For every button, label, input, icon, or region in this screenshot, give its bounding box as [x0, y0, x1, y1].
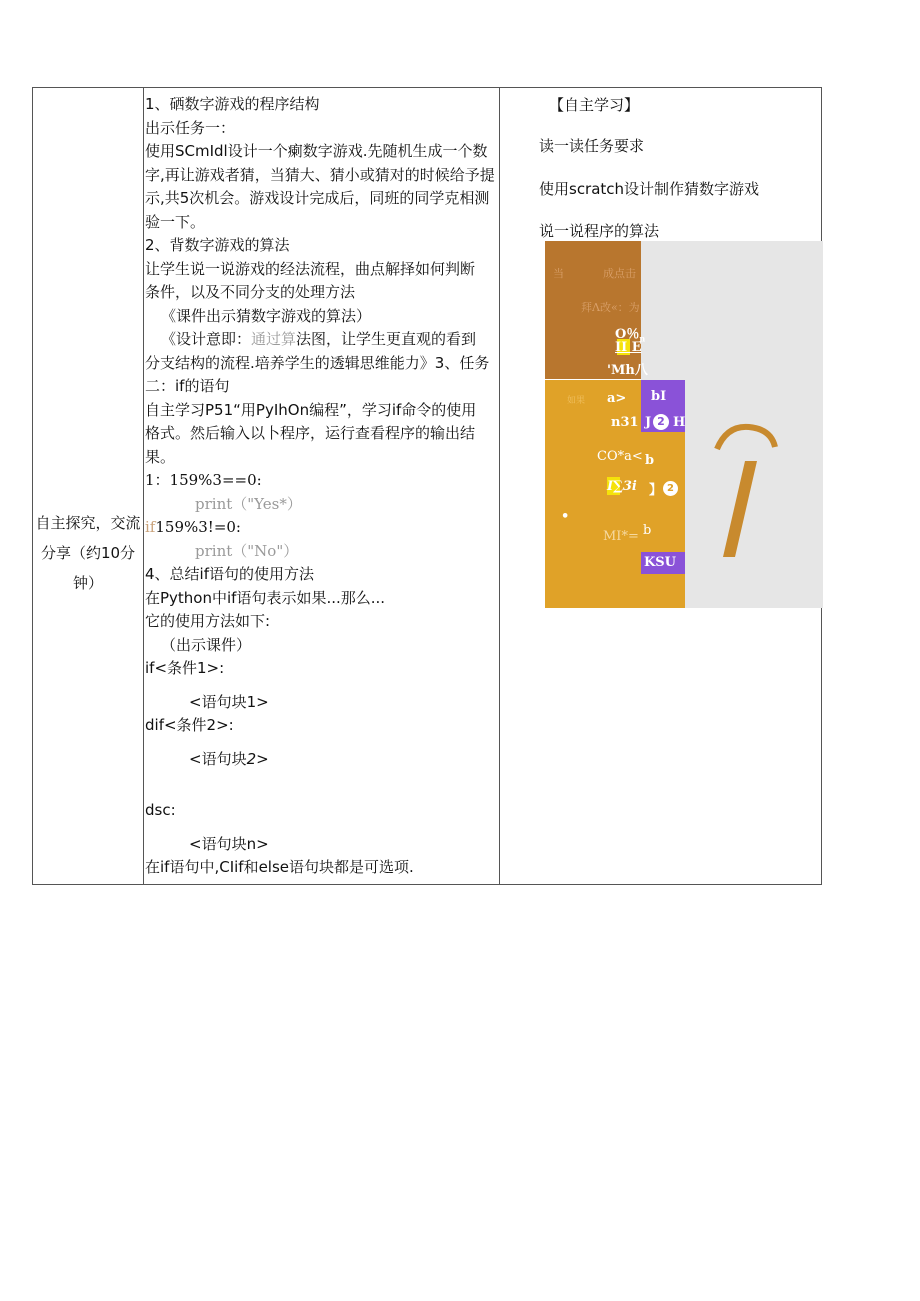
code-prefix: if: [145, 518, 156, 536]
self-study-line: 自主学习P51“用PyIhOn编程”，学习if命令的使用: [145, 400, 477, 419]
activity-label: [33, 508, 143, 598]
syntax-line: <语句块1>: [189, 692, 269, 711]
task1-line: 使用SCmIdl设计一个瘌数字游戏.先随机生成一个数: [145, 142, 488, 160]
scratch-text: II E: [615, 340, 642, 355]
syntax-line: if<条件1>:: [145, 659, 225, 677]
student-step: 说一说程序的算法: [539, 222, 660, 240]
scratch-text: 'Mh八: [607, 363, 648, 378]
scratch-text: a>: [607, 391, 627, 406]
code-line: print（"No"）: [195, 541, 299, 560]
scratch-text: b: [643, 523, 652, 538]
column-divider-1: [143, 88, 144, 884]
syntax-text: <语句块: [189, 749, 247, 768]
syntax-text-italic: 2>: [246, 749, 269, 768]
activity-label-line1: 自主探究，交流: [35, 514, 141, 532]
algorithm-line: 条件，以及不同分支的处理方法: [145, 283, 356, 301]
task2-label: 二：if的语句: [145, 377, 230, 395]
scratch-text: n31: [611, 415, 639, 430]
section-heading-2: 2、背数字游戏的算法: [145, 236, 290, 254]
scratch-text: 成点击: [603, 267, 636, 280]
section-heading-4: 4、总结if语句的使用方法: [145, 565, 314, 583]
closing-note: 在if语句中,CIif和else语句块都是可选项.: [145, 858, 414, 876]
section-heading-1: 1、硒数字游戏的程序结构: [145, 95, 320, 113]
syntax-line: [145, 748, 497, 772]
scratch-text-sub: n: [639, 333, 646, 344]
scratch-text: H: [673, 415, 686, 430]
task1-line: 字,再让游戏者猜，当猜大、猜小或猜对的时候给予提: [145, 165, 495, 184]
teacher-activity-column: [145, 93, 497, 880]
design-intent-line: [145, 328, 497, 352]
scratch-dot: •: [561, 509, 570, 524]
large-i-glyph-icon: [705, 421, 785, 561]
scratch-text: J: [645, 415, 652, 430]
student-step: 读一读任务要求: [539, 137, 645, 155]
usage-intro: 它的使用方法如下:: [145, 612, 271, 630]
scratch-text: 当: [553, 267, 564, 280]
badge-number: 2: [663, 481, 678, 496]
code-line: 1：159%3==0:: [145, 471, 262, 489]
syntax-line: <语句块n>: [189, 834, 269, 853]
scratch-text-main: O％: [615, 327, 640, 342]
scratch-text: MI*=: [603, 529, 639, 544]
algorithm-line: 让学生说一说游戏的经法流程，曲点解择如何判断: [145, 259, 476, 278]
courseware-note: （出示课件）: [161, 635, 252, 654]
scratch-text: bI: [651, 389, 667, 404]
scratch-text: 拜Λ改«：为: [581, 301, 640, 314]
student-step: 使用scratch设计制作猜数字游戏: [539, 180, 760, 198]
task1-label: 出示任务一：: [145, 118, 236, 137]
self-study-title: 【自主学习】: [549, 96, 640, 114]
self-study-line: 格式。然后输入以卜程序，运行查看程序的输出结: [145, 424, 476, 442]
task1-line: 示,共5次机会。游戏设计完成后，同班的同学克相测: [145, 189, 490, 207]
scratch-text: CO*a<: [597, 449, 643, 464]
scratch-program-image: [545, 241, 823, 608]
scratch-text: KSU: [644, 555, 677, 570]
design-intent-text: 《设计意即：: [161, 330, 252, 348]
syntax-line: dsc:: [145, 801, 176, 819]
activity-label-line2: 分享（约10分: [40, 544, 136, 562]
syntax-line: dif<条件2>:: [145, 716, 234, 734]
code-line: print（"Yes*）: [195, 494, 302, 513]
activity-column: [33, 88, 143, 884]
python-if-description: 在Python中if语句表示如果...那么...: [145, 588, 386, 607]
design-intent-grey-text: 通过算: [251, 330, 297, 348]
scratch-text: b: [645, 453, 655, 468]
lesson-table: [32, 87, 822, 885]
code-line: [145, 516, 497, 540]
scratch-text: I∑3i: [607, 479, 637, 494]
design-intent-text-rest: 法图，让学生更直观的看到: [296, 330, 477, 348]
scratch-text: 】: [649, 483, 663, 498]
courseware-note: 《课件出示猜数字游戏的算法）: [161, 306, 372, 325]
code-text: 159%3!=0:: [155, 518, 241, 536]
activity-label-line3: 钟）: [72, 574, 103, 592]
self-study-line: 果。: [145, 447, 176, 466]
design-intent-line: 分支结构的流程.培养学生的透辑思维能力》3、任务: [145, 353, 490, 372]
task1-line: 验一下。: [145, 212, 206, 231]
column-divider-2: [499, 88, 500, 884]
scratch-text: 如果: [567, 396, 586, 406]
badge-number: 2: [653, 414, 669, 430]
